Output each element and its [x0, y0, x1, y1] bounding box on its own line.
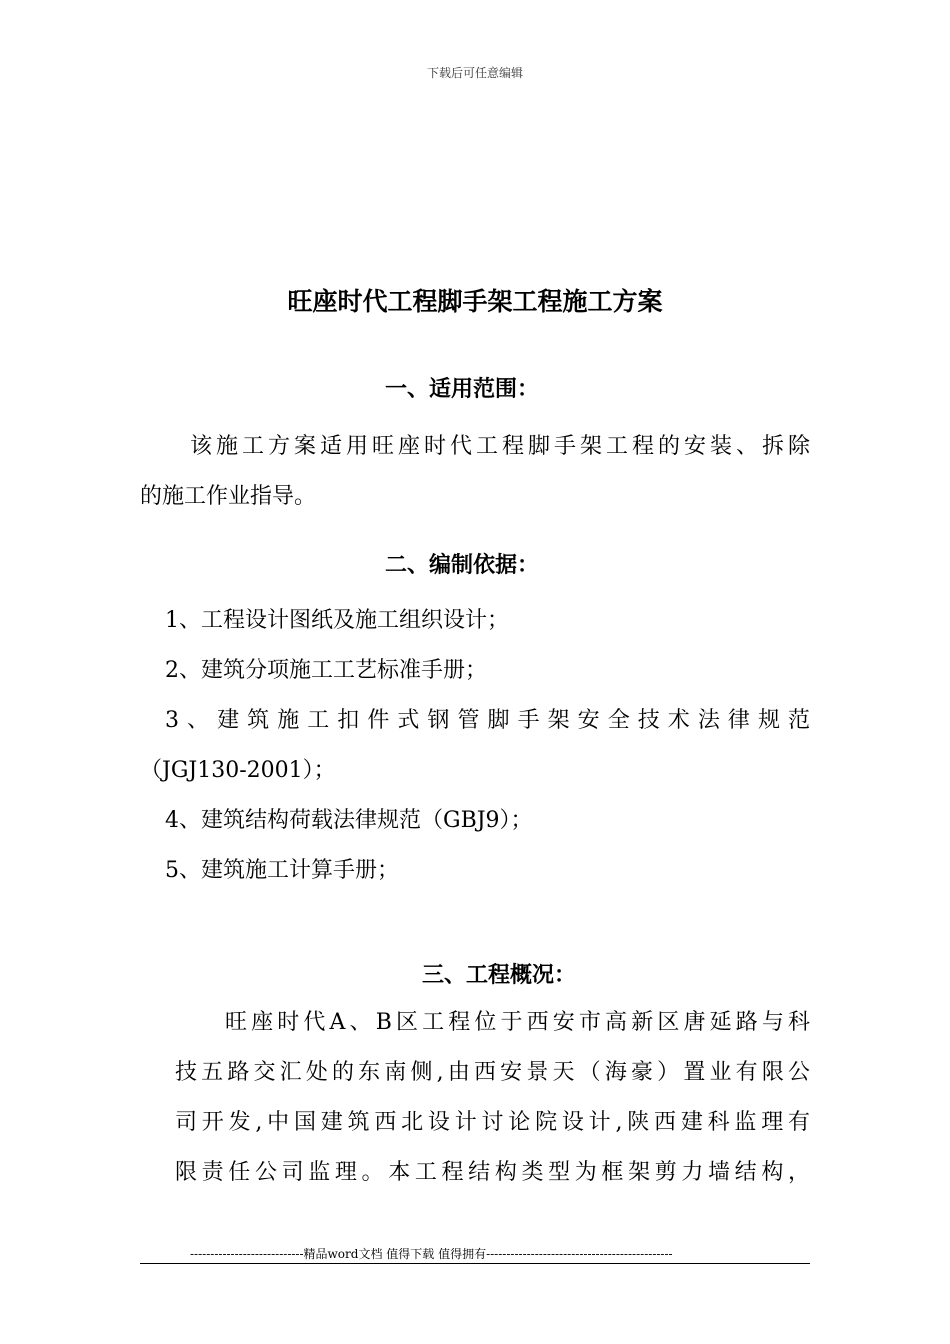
scope-line-1: 该施工方案适用旺座时代工程脚手架工程的安装、拆除	[190, 434, 810, 459]
basis-item-4: 4、建筑结构荷载法律规范（GBJ9）；	[165, 808, 533, 833]
overview-line-2: 技五路交汇处的东南侧,由西安景天（海豪）置业有限公	[175, 1060, 810, 1085]
section-heading-basis: 二、编制依据：	[385, 553, 540, 578]
overview-line-3: 司开发,中国建筑西北设计讨论院设计,陕西建科监理有	[175, 1110, 810, 1135]
overview-line-4: 限责任公司监理。本工程结构类型为框架剪力墙结构，	[175, 1160, 810, 1185]
overview-line-1: 旺座时代A、B区工程位于西安市高新区唐延路与科	[225, 1010, 810, 1035]
section-heading-scope: 一、适用范围：	[385, 377, 540, 402]
scope-line-2: 的施工作业指导。	[140, 484, 317, 509]
basis-item-3: 3、建筑施工扣件式钢管脚手架安全技术法律规范	[165, 708, 810, 733]
basis-item-5: 5、建筑施工计算手册；	[165, 858, 399, 883]
basis-item-1: 1、工程设计图纸及施工组织设计；	[165, 608, 509, 633]
basis-item-3-cont: （JGJ130-2001）；	[140, 758, 336, 783]
basis-item-2: 2、建筑分项施工工艺标准手册；	[165, 658, 487, 683]
page-footer: ----------------------------精品word文档 值得下载 值得拥有----------------------------------------------	[190, 1247, 673, 1261]
page-header: 下载后可任意编辑	[426, 66, 523, 80]
footer-divider	[140, 1263, 810, 1264]
document-title: 旺座时代工程脚手架工程施工方案	[287, 287, 663, 316]
section-heading-overview: 三、工程概况：	[422, 963, 577, 988]
